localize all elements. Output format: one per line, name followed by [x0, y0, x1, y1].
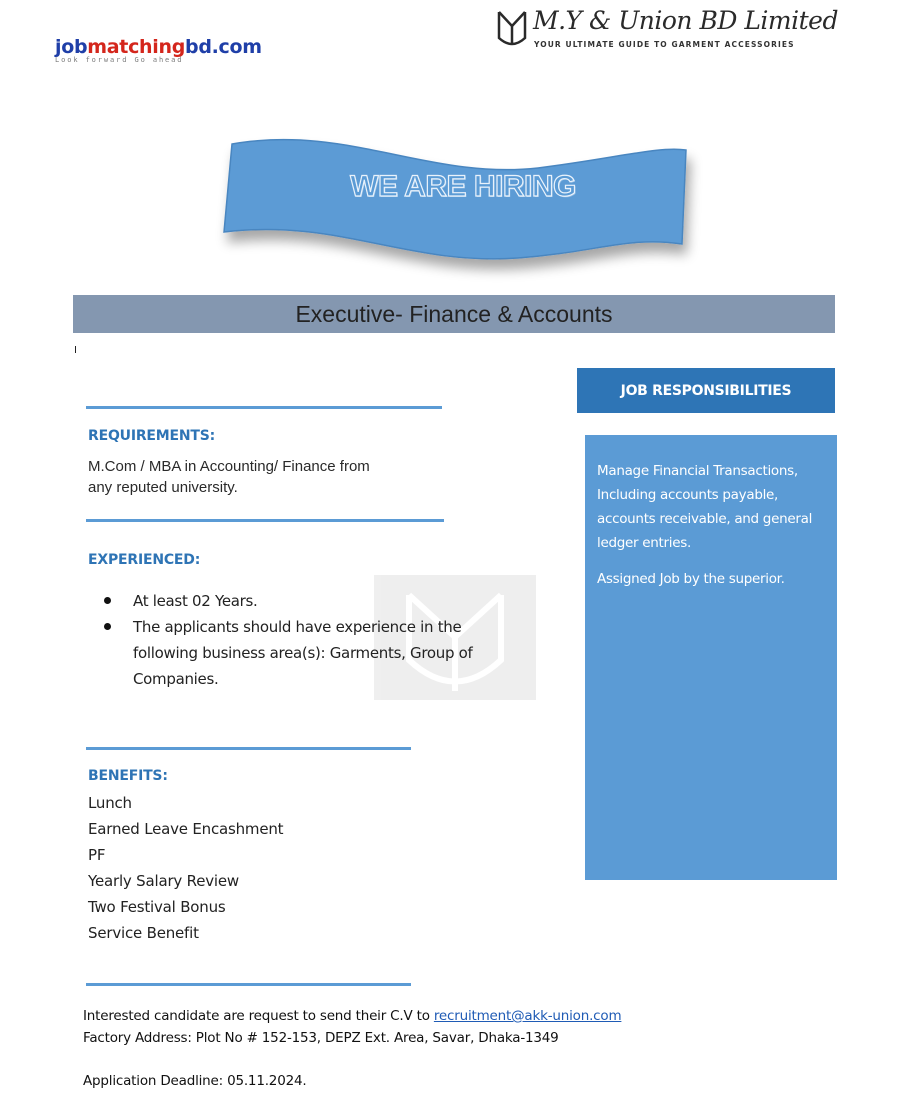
list-item: Earned Leave Encashment — [88, 820, 284, 838]
list-item: Yearly Salary Review — [88, 872, 239, 890]
experience-heading: EXPERIENCED: — [88, 552, 201, 568]
apply-text: Interested candidate are request to send their C.V to — [83, 1008, 430, 1024]
company-tagline: YOUR ULTIMATE GUIDE TO GARMENT ACCESSORIES — [534, 40, 795, 49]
divider — [86, 519, 444, 522]
list-item: Two Festival Bonus — [88, 898, 226, 916]
email-link[interactable]: recruitment@akk-union.com — [433, 1008, 622, 1024]
apply-line — [83, 1005, 863, 1027]
company-monogram-icon — [497, 8, 527, 48]
requirements-heading: REQUIREMENTS: — [88, 428, 216, 444]
hiring-banner — [198, 128, 708, 288]
factory-address: Factory Address: Plot No # 152-153, DEPZ Ext. Area, Savar, Dhaka-1349 — [83, 1030, 559, 1046]
list-item: Service Benefit — [88, 924, 199, 942]
job-title: Executive- Finance & Accounts — [295, 300, 613, 327]
list-item: Lunch — [88, 794, 132, 812]
jobsite-logo-part-job: job — [55, 36, 88, 58]
divider — [86, 983, 411, 986]
requirements-line: M.Com / MBA in Accounting/ Finance from — [88, 458, 370, 475]
company-name: M.Y & Union BD Limited — [533, 6, 838, 35]
responsibility-paragraph: Assigned Job by the superior. — [597, 571, 785, 587]
job-title-bar — [73, 295, 835, 333]
benefits-heading: BENEFITS: — [88, 768, 168, 784]
divider — [86, 747, 411, 750]
list-item: PF — [88, 846, 106, 864]
application-deadline: Application Deadline: 05.11.2024. — [83, 1073, 307, 1089]
footer-contact — [83, 1005, 863, 1049]
jobsite-tagline: Look forward Go ahead — [55, 56, 184, 64]
responsibility-paragraph: Manage Financial Transactions, Including accounts payable, accounts receivable, and general ledger entries. — [597, 463, 813, 551]
jobsite-logo-text — [55, 36, 262, 58]
company-logo — [497, 6, 837, 52]
benefits-list — [88, 790, 283, 946]
banner-text: WE ARE HIRING — [350, 170, 576, 203]
text-cursor — [75, 346, 76, 353]
experience-list — [104, 588, 524, 692]
responsibilities-heading: JOB RESPONSIBILITIES — [577, 368, 835, 413]
list-item: The applicants should have experience in the following business area(s): Garments, Group of Companies. — [104, 614, 524, 692]
jobsite-logo-part-matching: matching — [87, 36, 186, 58]
divider — [86, 406, 442, 409]
requirements-text — [88, 456, 370, 498]
responsibilities-box — [585, 435, 837, 880]
jobsite-logo-part-domain: bd.com — [185, 36, 262, 58]
requirements-line: any reputed university. — [88, 479, 238, 496]
list-item: At least 02 Years. — [104, 588, 524, 614]
jobsite-logo — [55, 36, 262, 64]
